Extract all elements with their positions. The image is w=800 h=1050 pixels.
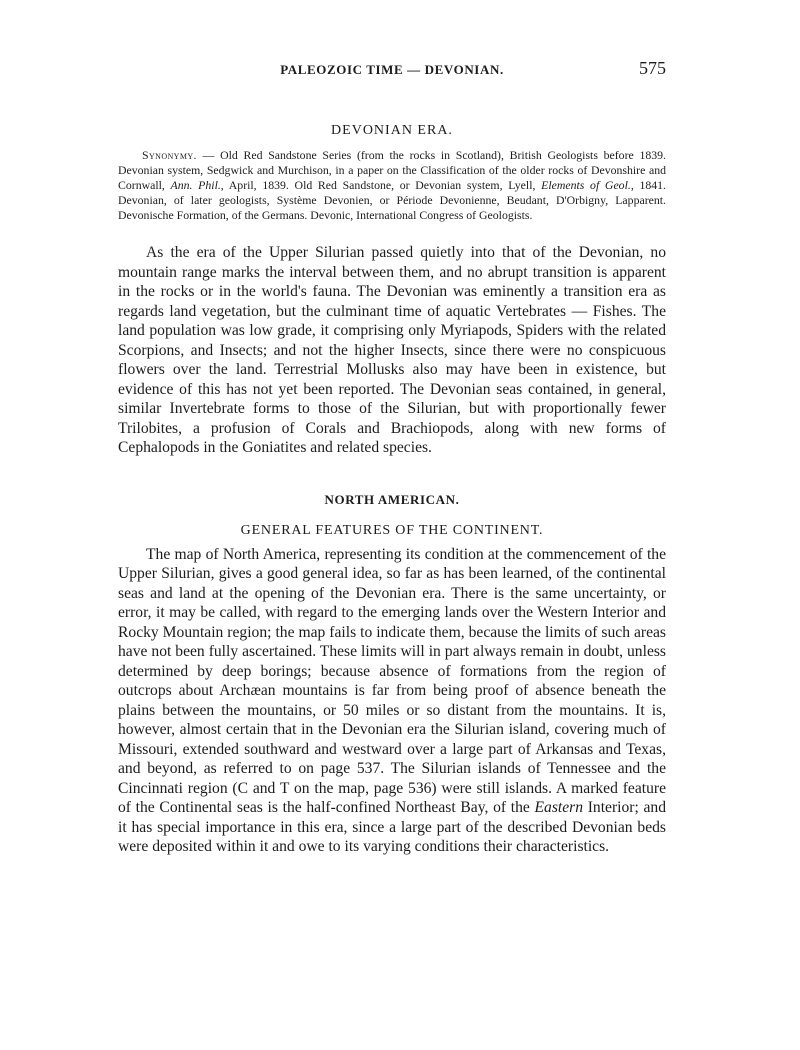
continent-eastern-italic: Eastern — [534, 799, 584, 816]
section-heading: NORTH AMERICAN. — [324, 491, 460, 507]
synonymy-citation-ann-phil: Ann. Phil. — [170, 178, 221, 192]
continent-text-2: Interior; and it has special importance in this era, since a large part of the described Devonian beds were deposited within it and owe to its varying conditions their characteristics. — [118, 799, 667, 855]
synonymy-text-1: — Old Red Sandstone Series (from the rocks in Scotland), British Geologists before 1839. Devonian system, Sedgwick and Murchison, in a paper on the Classification of the older rocks of Devonshire and Cornwall, — [118, 148, 666, 192]
continent-text-1: The map of North America, representing its condition at the commencement of the Upper Silurian, gives a good general idea, so far as has been learned, of the continental seas and land at the opening of the Devonian era. There is the same uncertainty, or error, it may be called, with regard to the emerging lands over the Western Interior and Rocky Mountain region; the map fails to indicate them, because the limits of such areas have not been fully ascertained. These limits will in part always remain in doubt, unless determined by deep borings; because absence of formations from the region of outcrops about Archæan mountains is far from being proof of absence beneath the plains between the mountains, or 50 miles or so distant from the mountains. It is, however, almost certain that in the Devonian era the Silurian island, covering much of Missouri, extended southward and westward over a large part of Arkansas and Texas, and beyond, as referred to on page 537. The Silurian islands of Tennessee and the Cincinnati region (C and T on the map, page 536) were still islands. A marked feature of the Continental seas is the half-confined Northeast Bay, of the — [118, 545, 666, 816]
intro-paragraph: As the era of the Upper Silurian passed quietly into that of the Devonian, no mountain range marks the interval between them, and no abrupt transition is apparent in the rocks or in the world's fauna. The Devonian was eminently a transition era as regards land vegetation, but the culminant time of aquatic Vertebrates — Fishes. The land population was low grade, it comprising only Myriapods, Spiders with the related Scorpions, and Insects; and not the higher Insects, since there were no conspicuous flowers over the land. Terrestrial Mollusks also may have been in existence, but evidence of this has not yet been reported. The Devonian seas contained, in general, similar Invertebrate forms to those of the Silurian, but with proportionally fewer Trilobites, a profusion of Corals and Brachiopods, along with new forms of Cephalopods in the Goniatites and related species. — [118, 244, 666, 456]
subsection-heading: GENERAL FEATURES OF THE CONTINENT. — [240, 522, 544, 538]
synonymy-text-3: , 1841. Devonian, of later geologists, Système Devonien, or Période Devonienne, Beudant, D'Orbigny, Lapparent. Devonische Formation, of the Germans. Devonic, International Congress of Geologists. — [118, 178, 666, 222]
synonymy-text-2: , April, 1839. Old Red Sandstone, or Devonian system, Lyell, — [220, 178, 542, 192]
running-title: PALEOZOIC TIME — DEVONIAN. — [280, 62, 504, 77]
synonymy-paragraph — [118, 148, 666, 223]
synonymy-label: Synonymy. — [142, 148, 197, 162]
continent-paragraph — [118, 545, 666, 857]
era-title: DEVONIAN ERA. — [331, 123, 453, 138]
synonymy-citation-elements: Elements of Geol. — [541, 178, 631, 192]
book-page — [118, 58, 666, 857]
page-number: 575 — [639, 58, 666, 78]
running-head — [118, 58, 666, 88]
